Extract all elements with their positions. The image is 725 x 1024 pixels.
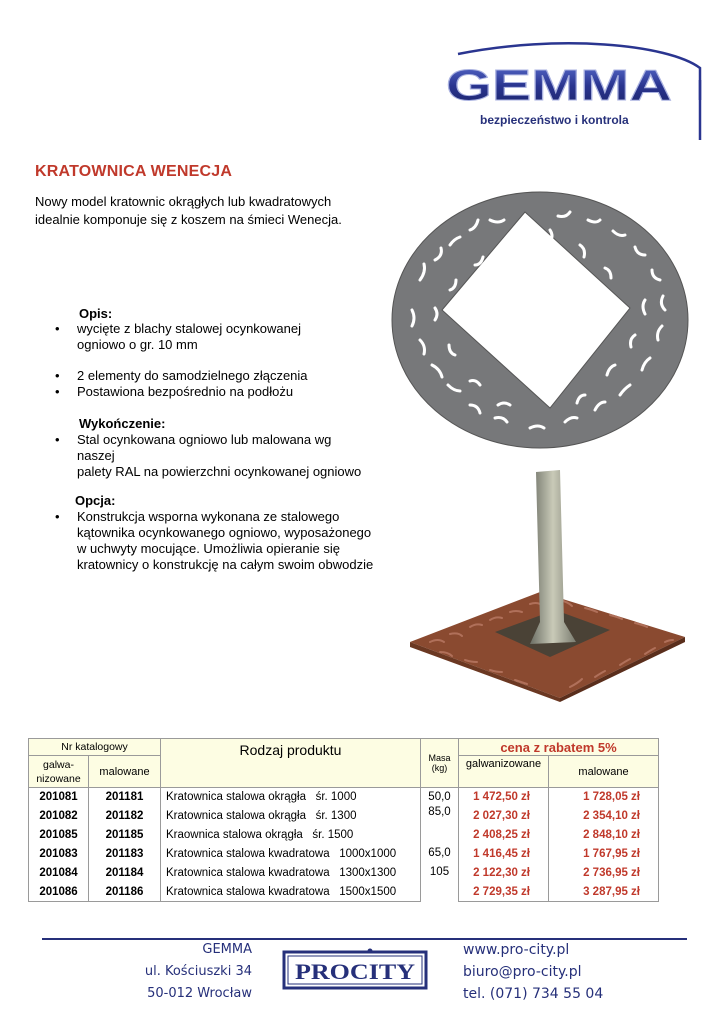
opis-bullet-1-line-1: wycięte z blachy stalowej ocynkowanej: [77, 321, 301, 336]
procity-logo: [282, 946, 428, 992]
product-name: Kratownica stalowa okrągła śr. 1000: [161, 788, 421, 807]
bullet-icon: •: [55, 321, 60, 336]
bullet-icon: •: [55, 384, 60, 399]
painted-catalog-number: 201184: [89, 864, 161, 883]
product-name: Kratownica stalowa kwadratowa 1500x1500: [161, 883, 421, 902]
opis-bullet-2: [55, 368, 308, 384]
galvanized-catalog-number: 201084: [29, 864, 89, 883]
footer-divider: [42, 938, 687, 940]
intro-line-2: idealnie komponuje się z koszem na śmieci Wenecja.: [35, 212, 342, 227]
galvanized-catalog-number: 201081: [29, 788, 89, 807]
mass-header: Masa (kg): [421, 739, 459, 788]
mass-value: 85,0: [428, 806, 451, 818]
painted-price: 2 354,10 zł: [549, 807, 659, 826]
bullet-icon: •: [55, 368, 60, 383]
galvanized-price-header: galwanizowane: [459, 756, 549, 788]
opcja-bullet: [55, 509, 374, 573]
footer-street: ul. Kościuszki 34: [144, 964, 252, 979]
footer-email-link[interactable]: biuro@pro-city.pl: [463, 964, 582, 980]
opcja-line-3: w uchwyty mocujące. Umożliwia opieranie się: [77, 541, 340, 556]
painted-price: 3 287,95 zł: [549, 883, 659, 902]
catalog-number-header: Nr katalogowy: [29, 739, 161, 756]
table-row: [29, 845, 659, 864]
painted-price: 2 848,10 zł: [549, 826, 659, 845]
product-name: Kratownica stalowa kwadratowa 1300x1300: [161, 864, 421, 883]
footer-website-link[interactable]: www.pro-city.pl: [463, 942, 570, 958]
galvanized-price: 1 416,45 zł: [459, 845, 549, 864]
painted-catalog-number: 201185: [89, 826, 161, 845]
table-row: [29, 864, 659, 883]
mass-cell-round: [421, 788, 459, 845]
galvanized-catalog-number: 201086: [29, 883, 89, 902]
discount-price-header: cena z rabatem 5%: [459, 739, 659, 756]
wykonczenie-heading: Wykończenie:: [79, 416, 166, 431]
footer-company: GEMMA: [202, 942, 252, 957]
product-name: Kratownica stalowa okrągła śr. 1300: [161, 807, 421, 826]
product-name: Kraownica stalowa okrągła śr. 1500: [161, 826, 421, 845]
galvanized-price: 2 729,35 zł: [459, 883, 549, 902]
painted-catalog-number: 201181: [89, 788, 161, 807]
opis-heading: Opis:: [79, 306, 113, 321]
table-row: [29, 826, 659, 845]
painted-catalog-number: 201183: [89, 845, 161, 864]
opis-bullet-3-text: Postawiona bezpośrednio na podłożu: [77, 384, 294, 399]
bullet-icon: •: [55, 509, 60, 524]
opcja-line-4: kratownicy o konstrukcję na całym swoim obwodzie: [77, 557, 374, 572]
galvanized-price: 1 472,50 zł: [459, 788, 549, 807]
galvanized-catalog-number: 201083: [29, 845, 89, 864]
wykonczenie-bullet: [55, 432, 362, 480]
footer-phone: tel. (071) 734 55 04: [463, 986, 604, 1002]
svg-text:GEMMA: GEMMA: [446, 61, 672, 110]
painted-price: 1 728,05 zł: [549, 788, 659, 807]
opis-bullet-1-line-2: ogniowo o gr. 10 mm: [77, 337, 198, 352]
mass-value: 50,0: [428, 791, 451, 803]
painted-catalog-header: malowane: [89, 756, 161, 788]
svg-text:bezpieczeństwo i kontrola: bezpieczeństwo i kontrola: [480, 113, 629, 127]
mass-cell-square: [421, 845, 459, 902]
mass-value: 105: [429, 865, 450, 878]
product-name: Kratownica stalowa kwadratowa 1000x1000: [161, 845, 421, 864]
galvanized-catalog-header: galwa- nizowane: [29, 756, 89, 788]
opcja-line-1: Konstrukcja wsporna wykonana ze stalowego: [77, 509, 340, 524]
table-row: [29, 788, 659, 807]
round-grate-image: [390, 190, 690, 450]
galvanized-catalog-number: 201085: [29, 826, 89, 845]
tree-square-grate-image: [410, 462, 690, 702]
wykonczenie-line-2: naszej: [77, 448, 115, 463]
table-row: [29, 883, 659, 902]
product-type-header: Rodzaj produktu: [161, 739, 421, 788]
galvanized-price: 2 027,30 zł: [459, 807, 549, 826]
opcja-line-2: kątownika ocynkowanego ogniowo, wyposażonego: [77, 525, 372, 540]
footer-city: 50-012 Wrocław: [147, 986, 252, 1001]
gemma-logo: [438, 40, 708, 145]
painted-price: 1 767,95 zł: [549, 845, 659, 864]
galvanized-catalog-number: 201082: [29, 807, 89, 826]
svg-text:PROCITY: PROCITY: [295, 959, 416, 984]
intro-text: [35, 193, 365, 229]
galvanized-price: 2 408,25 zł: [459, 826, 549, 845]
painted-price: 2 736,95 zł: [549, 864, 659, 883]
opis-bullet-3: [55, 384, 294, 400]
painted-catalog-number: 201182: [89, 807, 161, 826]
wykonczenie-line-1: Stal ocynkowana ogniowo lub malowana wg: [77, 432, 332, 447]
opis-bullet-1: [55, 321, 301, 353]
opis-bullet-2-text: 2 elementy do samodzielnego złączenia: [77, 368, 308, 383]
price-table: [28, 738, 658, 904]
intro-line-1: Nowy model kratownic okrągłych lub kwadratowych: [35, 194, 332, 209]
mass-value: 65,0: [428, 846, 451, 859]
galvanized-price: 2 122,30 zł: [459, 864, 549, 883]
table-row: [29, 807, 659, 826]
painted-price-header: malowane: [549, 756, 659, 788]
page-title: KRATOWNICA WENECJA: [35, 163, 233, 180]
opcja-heading: Opcja:: [75, 493, 116, 508]
painted-catalog-number: 201186: [89, 883, 161, 902]
bullet-icon: •: [55, 432, 60, 447]
wykonczenie-line-3: palety RAL na powierzchni ocynkowanej ogniowo: [77, 464, 362, 479]
